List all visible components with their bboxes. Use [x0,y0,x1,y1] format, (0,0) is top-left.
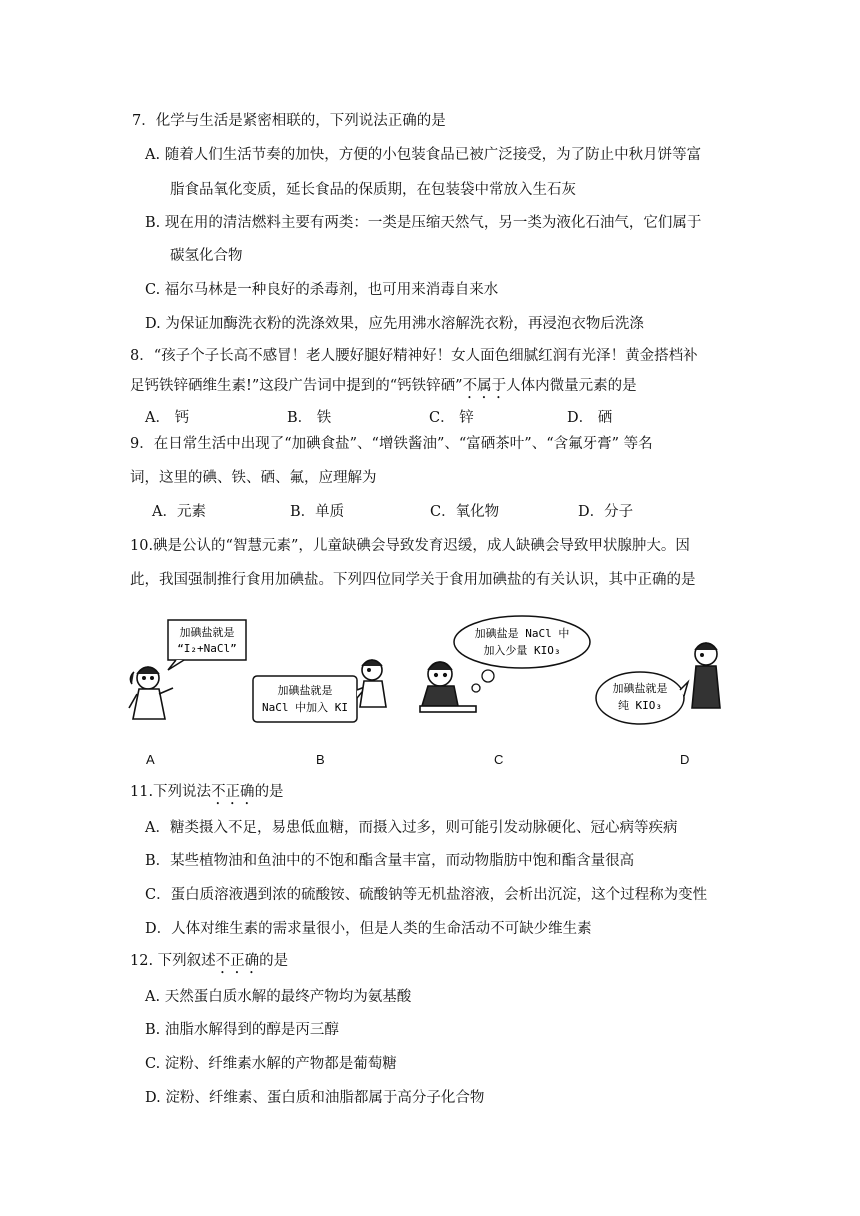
panel-b-bubble [253,676,367,722]
q7-option-a-line1: A. 随着人们生活节奏的加快，方便的小包装食品已被广泛接受，为了防止中秋月饼等富 [145,147,702,163]
panel-label-b: B [316,752,325,767]
panel-d-figure [692,643,720,708]
q12-stem-post: 的是 [259,953,289,969]
panel-b-bubble-line2: NaCl 中加入 KI [262,701,348,714]
q12-option-a: A. 天然蛋白质水解的最终产物均为氨基酸 [145,989,412,1005]
panel-label-a: A [146,752,155,767]
panel-d-bubble [596,672,688,724]
q7-stem: 7．化学与生活是紧密相联的，下列说法正确的是 [132,113,446,129]
q8-option-d: D． 硒 [567,410,613,426]
q8-stem-line2 [130,376,637,402]
q12-option-b: B. 油脂水解得到的醇是丙三醇 [145,1022,339,1038]
q12-stem-pre: 12. 下列叙述 [130,953,216,969]
q12-option-d: D. 淀粉、纤维素、蛋白质和油脂都属于高分子化合物 [145,1090,485,1106]
q10-stem-line1: 10.碘是公认的“智慧元素”，儿童缺碘会导致发育迟缓，成人缺碘会导致甲状腺肿大。因 [130,538,690,554]
q12-stem [130,951,288,977]
q12-emphasis-text: 不正确 [215,953,260,969]
q11-emphasis-text: 不正确 [211,784,255,800]
panel-c-bubble-line2: 加入少量 KIO₃ [483,644,561,657]
panel-c-bubble [454,616,590,692]
q10-illustration [0,612,860,752]
q12-option-c: C. 淀粉、纤维素水解的产物都是葡萄糖 [145,1056,397,1072]
q8-stem-line1: 8．“孩子个子长高不感冒！老人腰好腿好精神好！女人面色细腻红润有光泽！黄金搭档补 [130,348,698,364]
q9-stem-line2: 词，这里的碘、铁、硒、氟，应理解为 [130,470,377,486]
q8-option-a: A． 钙 [145,410,190,426]
q8-option-c: C． 锌 [429,410,474,426]
panel-c-figure [420,662,476,712]
panel-label-c: C [494,752,504,767]
q7-option-d: D. 为保证加酶洗衣粉的洗涤效果，应先用沸水溶解洗衣粉，再浸泡衣物后洗涤 [145,316,644,332]
panel-a-bubble-line1: 加碘盐就是 [179,626,235,639]
q11-stem-pre: 11.下列说法 [130,784,212,800]
q9-option-b: B．单质 [290,504,345,520]
panel-a-figure [129,667,173,719]
q8-emphasis-text: 不属于 [462,378,507,394]
panel-d-bubble-line2: 纯 KIO₃ [617,699,663,712]
q11-stem [130,782,284,808]
q9-stem-line1: 9．在日常生活中出现了“加碘食盐”、“增铁酱油”、“富硒茶叶”、“含氟牙膏” 等名 [130,436,653,452]
panel-a-bubble [168,620,246,670]
q7-option-c: C. 福尔马林是一种良好的杀毒剂，也可用来消毒自来水 [145,282,499,298]
q11-option-b: B．某些植物油和鱼油中的不饱和酯含量丰富，而动物脂肪中饱和酯含量很高 [145,853,635,869]
q8-stem-text-a: 足钙铁锌硒维生素!”这段广告词中提到的“钙铁锌硒” [130,378,463,394]
panel-d-bubble-line1: 加碘盐就是 [612,682,668,695]
q8-option-b: B． 铁 [287,410,332,426]
q7-option-b-line2: 碳氢化合物 [170,248,243,264]
q7-option-b-line1: B. 现在用的清洁燃料主要有两类：一类是压缩天然气，另一类为液化石油气，它们属于 [145,215,702,231]
q11-stem-post: 的是 [254,784,284,800]
q9-option-a: A．元素 [152,504,206,520]
panel-b-figure [360,660,386,707]
panel-b-bubble-line1: 加碘盐就是 [277,684,333,697]
q11-option-c: C．蛋白质溶液遇到浓的硫酸铵、硫酸钠等无机盐溶液，会析出沉淀，这个过程称为变性 [145,887,708,903]
q11-option-a: A．糖类摄入不足，易患低血糖，而摄入过多，则可能引发动脉硬化、冠心病等疾病 [145,820,678,836]
q9-option-d: D．分子 [578,504,634,520]
q9-option-c: C．氧化物 [430,504,500,520]
q8-stem-text-c: 人体内微量元素的是 [506,378,637,394]
q11-option-d: D．人体对维生素的需求量很小，但是人类的生命活动不可缺少维生素 [145,921,592,937]
panel-a-bubble-line2: “I₂+NaCl” [177,642,237,655]
panel-c-bubble-line1: 加碘盐是 NaCl 中 [474,627,570,640]
panel-label-d: D [680,752,690,767]
q10-stem-line2: 此，我国强制推行食用加碘盐。下列四位同学关于食用加碘盐的有关认识，其中正确的是 [130,572,696,588]
q7-option-a-line2: 脂食品氧化变质，延长食品的保质期，在包装袋中常放入生石灰 [170,182,576,198]
